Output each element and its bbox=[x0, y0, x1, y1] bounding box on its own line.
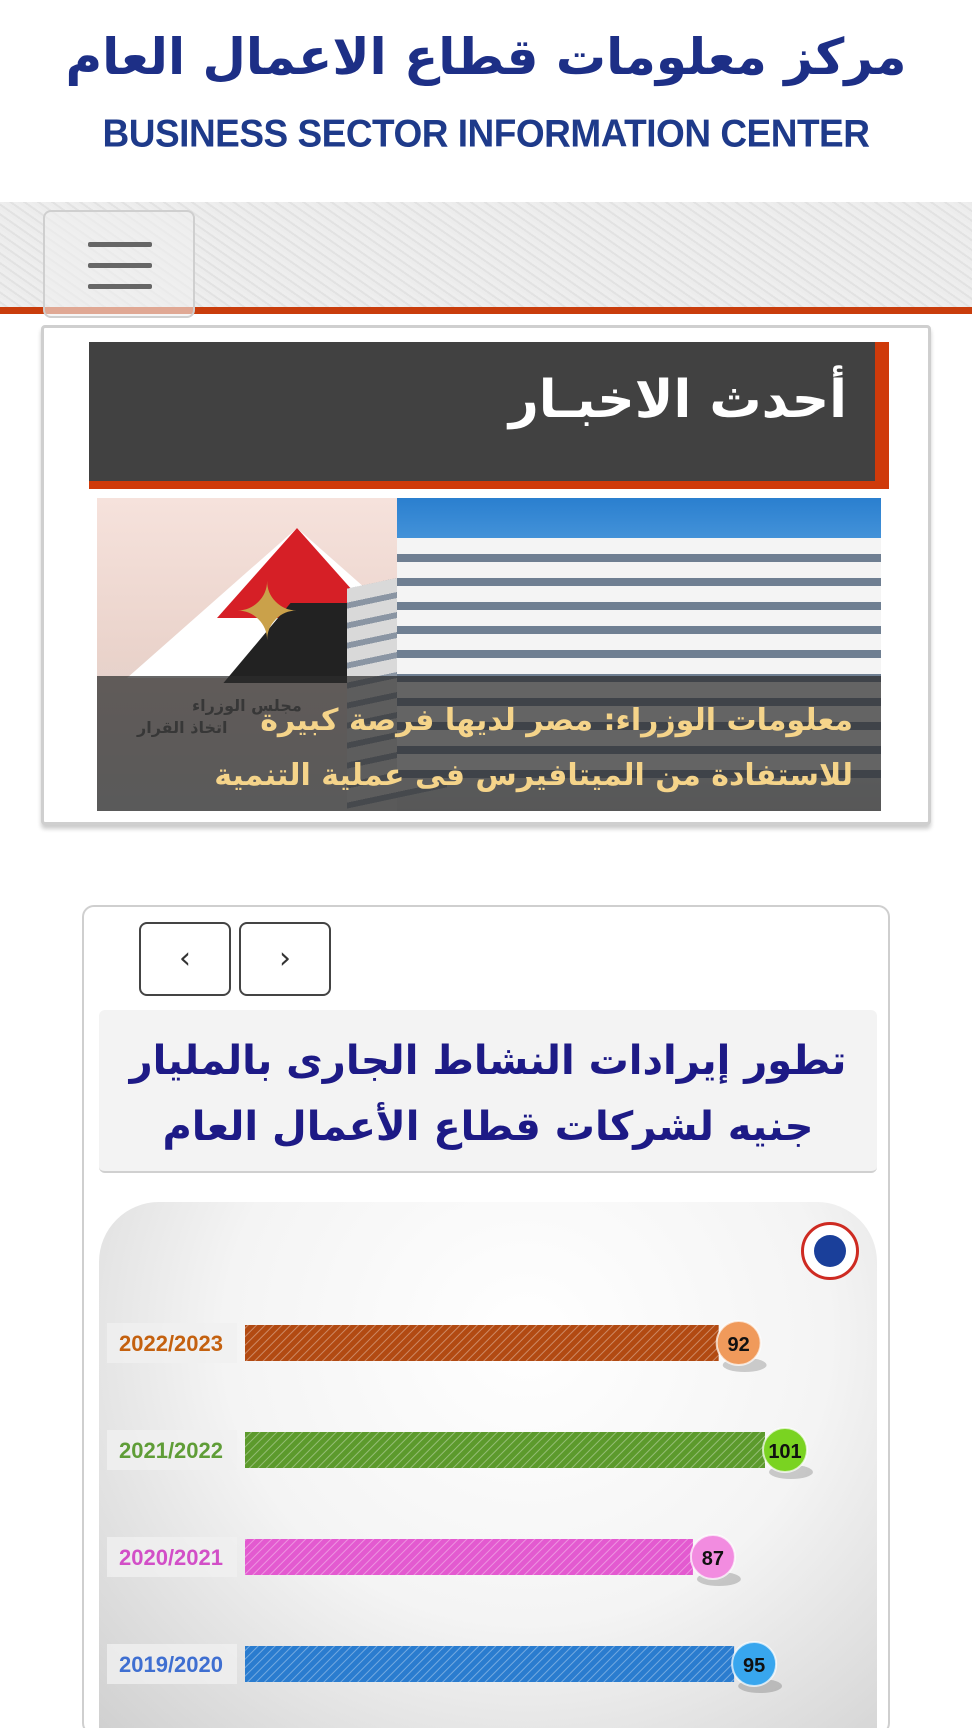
chart-panel bbox=[99, 1202, 877, 1728]
site-logo[interactable] bbox=[0, 0, 972, 202]
news-slide[interactable] bbox=[97, 498, 881, 811]
prev-slide-button[interactable] bbox=[139, 922, 231, 996]
bar-texture bbox=[245, 1432, 765, 1468]
bar-texture bbox=[245, 1646, 734, 1682]
category-label: 2022/2023 bbox=[119, 1331, 223, 1356]
news-header bbox=[89, 342, 889, 489]
chart-title-box bbox=[99, 1010, 877, 1173]
next-slide-button[interactable] bbox=[239, 922, 331, 996]
bar-chart bbox=[99, 1202, 877, 1728]
news-section-title: أحدث الاخبـار bbox=[508, 370, 847, 430]
value-label: 92 bbox=[727, 1334, 750, 1356]
value-label: 101 bbox=[768, 1441, 802, 1463]
bar-texture bbox=[245, 1325, 719, 1361]
news-headline-link[interactable]: معلومات الوزراء: مصر لديها فرصة كبيرة للاستفادة من الميتافيرس فى عملية التنمية bbox=[214, 703, 853, 793]
news-card bbox=[41, 325, 931, 825]
chart-title: تطور إيرادات النشاط الجارى بالمليار جنيه لشركات قطاع الأعمال العام bbox=[129, 1038, 847, 1150]
chevron-left-icon: ‹ bbox=[179, 941, 191, 976]
value-label: 87 bbox=[701, 1548, 725, 1570]
category-label: 2019/2020 bbox=[119, 1652, 223, 1677]
eagle-emblem-icon: ✦ bbox=[234, 568, 300, 658]
category-label: 2020/2021 bbox=[119, 1545, 223, 1570]
bar-texture bbox=[245, 1539, 693, 1575]
chart-card bbox=[82, 905, 890, 1728]
logo-english-text: BUSINESS SECTOR INFORMATION CENTER bbox=[102, 111, 870, 155]
navbar bbox=[0, 202, 972, 314]
category-label: 2021/2022 bbox=[119, 1438, 223, 1463]
chevron-right-icon: › bbox=[279, 941, 291, 976]
logo-arabic-text: مركز معلومات قطاع الاعمال العام bbox=[65, 28, 907, 86]
menu-toggle-button[interactable] bbox=[43, 210, 195, 318]
value-label: 95 bbox=[742, 1655, 766, 1677]
